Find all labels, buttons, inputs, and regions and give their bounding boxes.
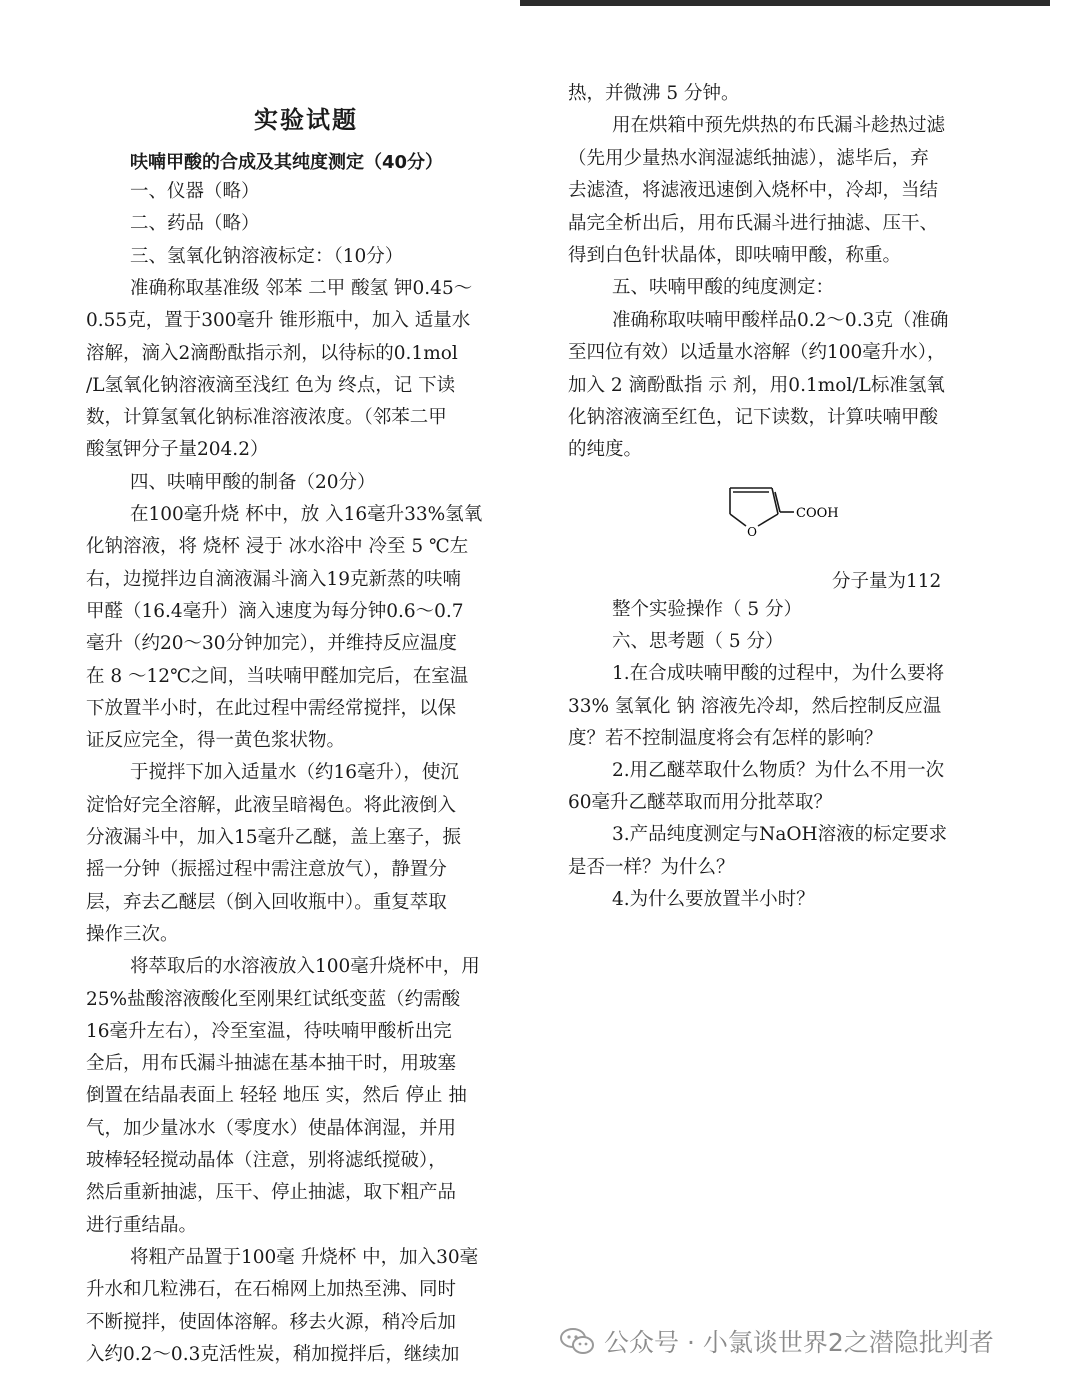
text-line: 1.在合成呋喃甲酸的过程中，为什么要将 bbox=[612, 663, 945, 685]
text-line: 层，弃去乙醚层（倒入回收瓶中）。重复萃取 bbox=[86, 891, 447, 913]
text-line: 度？若不控制温度将会有怎样的影响？ bbox=[568, 727, 883, 749]
text-line: 16毫升左右），冷至室温，待呋喃甲酸析出完 bbox=[86, 1020, 452, 1042]
text-line: 六、思考题（ 5 分） bbox=[612, 631, 784, 653]
text-line: 玻棒轻轻搅动晶体（注意，别将滤纸搅破）， bbox=[86, 1150, 447, 1171]
furoic-acid-structure bbox=[718, 478, 878, 538]
text-line: 将粗产品置于100毫 升烧杯 中，加入30毫 bbox=[130, 1246, 479, 1268]
text-line: 热，并微沸 5 分钟。 bbox=[568, 83, 740, 104]
text-line: 气，加少量冰水（零度水）使晶体润湿，并用 bbox=[86, 1117, 457, 1139]
text-line: 去滤渣，将滤液迅速倒入烧杯中，冷却，当结 bbox=[568, 180, 939, 202]
text-line: 在 8 ～12℃之间，当呋喃甲醛加完后，在室温 bbox=[86, 665, 469, 687]
text-line: 准确称取呋喃甲酸样品0.2～0.3克（准确 bbox=[612, 309, 949, 331]
text-line: 3.产品纯度测定与NaOH溶液的标定要求 bbox=[612, 824, 948, 846]
text-line: 分液漏斗中，加入15毫升乙醚，盖上塞子，振 bbox=[86, 827, 462, 848]
text-line: 2.用乙醚萃取什么物质？为什么不用一次 bbox=[612, 760, 945, 781]
text-line: 数，计算氢氧化钠标准溶液浓度。（邻苯二甲 bbox=[86, 407, 447, 429]
text-line: 倒置在结晶表面上 轻轻 地压 实，然后 停止 抽 bbox=[86, 1085, 467, 1107]
text-line: 四、呋喃甲酸的制备（20分） bbox=[130, 471, 376, 493]
text-line: 33% 氢氧化 钠 溶液先冷却，然后控制反应温 bbox=[568, 695, 942, 717]
text-line: 0.55克，置于300毫升 锥形瓶中，加入 适量水 bbox=[86, 310, 471, 332]
text-line: 化钠溶液，将 烧杯 浸于 冰水浴中 冷至 5 ℃左 bbox=[86, 536, 469, 558]
text-line: 然后重新抽滤，压干、停止抽滤，取下粗产品 bbox=[86, 1182, 457, 1204]
text-line: 全后，用布氏漏斗抽滤在基本抽干时，用玻塞 bbox=[86, 1053, 457, 1075]
top-rule bbox=[520, 0, 1050, 6]
text-line: 是否一样？为什么？ bbox=[568, 856, 735, 878]
text-line: 摇一分钟（振摇过程中需注意放气），静置分 bbox=[86, 859, 447, 881]
text-line: 将萃取后的水溶液放入100毫升烧杯中，用 bbox=[130, 956, 480, 978]
text-line: /L氢氧化钠溶液滴至浅红 色为 终点，记 下读 bbox=[86, 374, 456, 396]
carboxyl-group-label: COOH bbox=[796, 506, 839, 521]
text-line: 化钠溶液滴至红色，记下读数，计算呋喃甲酸 bbox=[568, 407, 939, 428]
text-line: 于搅拌下加入适量水（约16毫升），使沉 bbox=[130, 762, 459, 784]
text-line: 不断搅拌，使固体溶解。移去火源，稍冷后加 bbox=[86, 1311, 457, 1333]
text-line: 25%盐酸溶液酸化至刚果红试纸变蓝（约需酸 bbox=[86, 988, 461, 1010]
text-line: 淀恰好完全溶解，此液呈暗褐色。将此液倒入 bbox=[86, 794, 457, 816]
text-line: （先用少量热水润湿滤纸抽滤），滤毕后，弃 bbox=[568, 147, 929, 169]
wechat-icon bbox=[560, 1327, 594, 1355]
ring-oxygen-label: O bbox=[747, 525, 757, 538]
molecular-weight: 分子量为112 bbox=[832, 571, 942, 592]
text-line: 证反应完全，得一黄色浆状物。 bbox=[86, 730, 346, 752]
text-line: 二、药品（略） bbox=[130, 213, 260, 235]
watermark-text: 公众号 · 小氯谈世界2之潜隐批判者 bbox=[604, 1328, 994, 1357]
text-line: 三、氢氧化钠溶液标定：（10分） bbox=[130, 245, 404, 267]
text-line: 操作三次。 bbox=[86, 923, 179, 945]
text-line: 升水和几粒沸石，在石棉网上加热至沸、同时 bbox=[86, 1279, 457, 1301]
text-line: 准确称取基准级 邻苯 二甲 酸氢 钾0.45～ bbox=[130, 277, 473, 299]
text-line: 毫升（约20～30分钟加完），并维持反应温度 bbox=[86, 633, 457, 655]
text-line: 入约0.2～0.3克活性炭，稍加搅拌后，继续加 bbox=[86, 1343, 460, 1365]
text-line: 一、仪器（略） bbox=[130, 181, 260, 202]
text-line: 进行重结晶。 bbox=[86, 1214, 198, 1236]
text-line: 加入 2 滴酚酞指 示 剂，用0.1mol/L标准氢氧 bbox=[568, 374, 945, 396]
text-line: 晶完全析出后，用布氏漏斗进行抽滤、压干、 bbox=[568, 212, 939, 234]
text-line: 得到白色针状晶体，即呋喃甲酸，称重。 bbox=[568, 245, 902, 266]
text-line: 甲醛（16.4毫升）滴入速度为每分钟0.6～0.7 bbox=[86, 600, 464, 622]
experiment-subtitle: 呋喃甲酸的合成及其纯度测定（40分） bbox=[130, 152, 444, 173]
page-title: 实验试题 bbox=[254, 106, 358, 134]
text-line: 至四位有效）以适量水溶解（约100毫升水）， bbox=[568, 342, 946, 364]
text-line: 60毫升乙醚萃取而用分批萃取？ bbox=[568, 792, 833, 814]
text-line: 在100毫升烧 杯中，放 入16毫升33%氢氧 bbox=[130, 504, 483, 525]
text-line: 的纯度。 bbox=[568, 439, 643, 461]
text-line: 整个实验操作（ 5 分） bbox=[612, 599, 803, 620]
text-line: 酸氢钾分子量204.2） bbox=[86, 439, 269, 461]
text-line: 4.为什么要放置半小时？ bbox=[612, 888, 815, 910]
text-line: 溶解，滴入2滴酚酞指示剂，以待标的0.1mol bbox=[86, 342, 458, 364]
watermark bbox=[560, 1318, 1060, 1364]
text-line: 右，边搅拌边自滴液漏斗滴入19克新蒸的呋喃 bbox=[86, 568, 462, 590]
text-line: 下放置半小时，在此过程中需经常搅拌，以保 bbox=[86, 697, 457, 719]
text-line: 用在烘箱中预先烘热的布氏漏斗趁热过滤 bbox=[612, 115, 946, 137]
text-line: 五、呋喃甲酸的纯度测定： bbox=[612, 277, 835, 299]
